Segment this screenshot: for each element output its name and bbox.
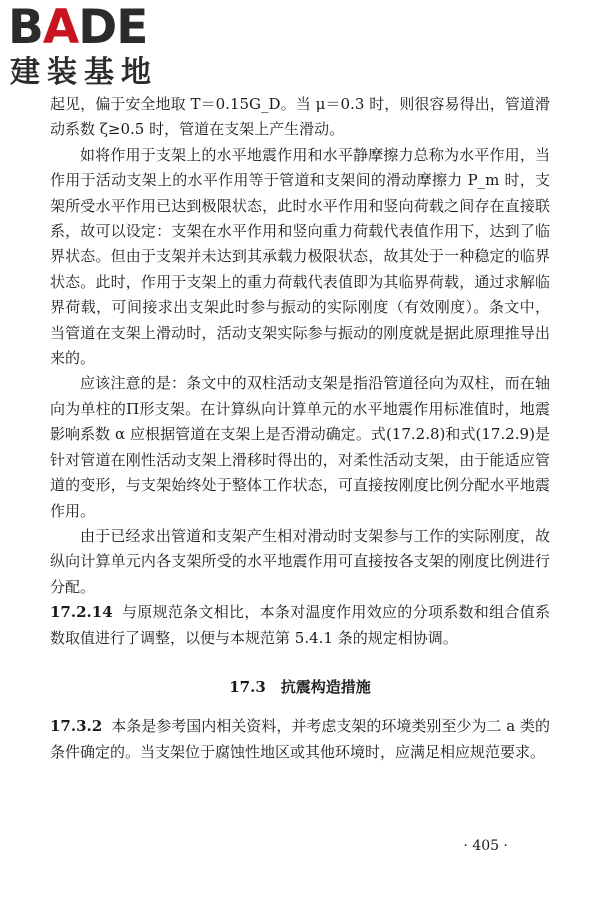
logo-letter-b: B <box>8 0 43 55</box>
clause-number: 17.2.14 <box>50 603 113 622</box>
paragraph-2: 如将作用于支架上的水平地震作用和水平静摩擦力总称为水平作用，当作用于活动支架上的水平作用等于管道和支架间的滑动摩擦力 P_m 时，支架所受水平作用已达到极限状态，此时水平作用和竖向荷载之间存在直接联系，故可以设定：支架在水平作用和竖向重力荷载代表值作用下，达到了临界状态。但由于支架并未达到其承载力极限状态，故其处于一种稳定的临界状态。此时，作用于支架上的重力荷载代表值即为其临界荷载，通过求解临界荷载，可间接求出支架此时参与振动的实际刚度（有效刚度）。条文中，当管道在支架上滑动时，活动支架实际参与振动的刚度就是据此原理推导出来的。 <box>50 145 550 368</box>
section-title: 抗震构造措施 <box>280 677 371 696</box>
clause-17-3-2 <box>50 714 550 765</box>
page-number: · 405 · <box>463 838 508 854</box>
clause-17-2-14 <box>50 600 550 651</box>
paragraph-4: 由于已经求出管道和支架产生相对滑动时支架参与工作的实际刚度，故纵向计算单元内各支架所受的水平地震作用可直接按各支架的刚度比例进行分配。 <box>50 526 550 596</box>
section-number: 17.3 <box>229 677 266 696</box>
clause-text: 与原规范条文相比，本条对温度作用效应的分项系数和组合值系数取值进行了调整，以便与本规范第 5.4.1 条的规定相协调。 <box>50 603 550 647</box>
page-content <box>50 92 550 765</box>
logo-letter-a: A <box>42 0 79 55</box>
clause-text: 本条是参考国内相关资料，并考虑支架的环境类别至少为二 a 类的条件确定的。当支架位于腐蚀性地区或其他环境时，应满足相应规范要求。 <box>50 717 550 761</box>
logo-letters-de: DE <box>78 0 148 55</box>
logo <box>8 2 178 94</box>
paragraph-1: 起见，偏于安全地取 T＝0.15G_D。当 μ＝0.3 时，则很容易得出，管道滑动系数 ζ≥0.5 时，管道在支架上产生滑动。 <box>50 95 550 139</box>
clause-number: 17.3.2 <box>50 717 103 736</box>
logo-wordmark <box>8 2 147 54</box>
logo-subtitle: 建装基地 <box>10 55 158 90</box>
paragraph-3: 应该注意的是：条文中的双柱活动支架是指沿管道径向为双柱，而在轴向为单柱的Π形支架。在计算纵向计算单元的水平地震作用标准值时，地震影响系数 α 应根据管道在支架上是否滑动确定。式(17.2.8)和式(17.2.9)是针对管道在刚性活动支架上滑移时得出的，对柔性活动支架，由于能适应管道的变形，与支架始终处于整体工作状态，可直接按刚度比例分配水平地震作用。 <box>50 374 550 520</box>
section-heading <box>50 675 550 700</box>
